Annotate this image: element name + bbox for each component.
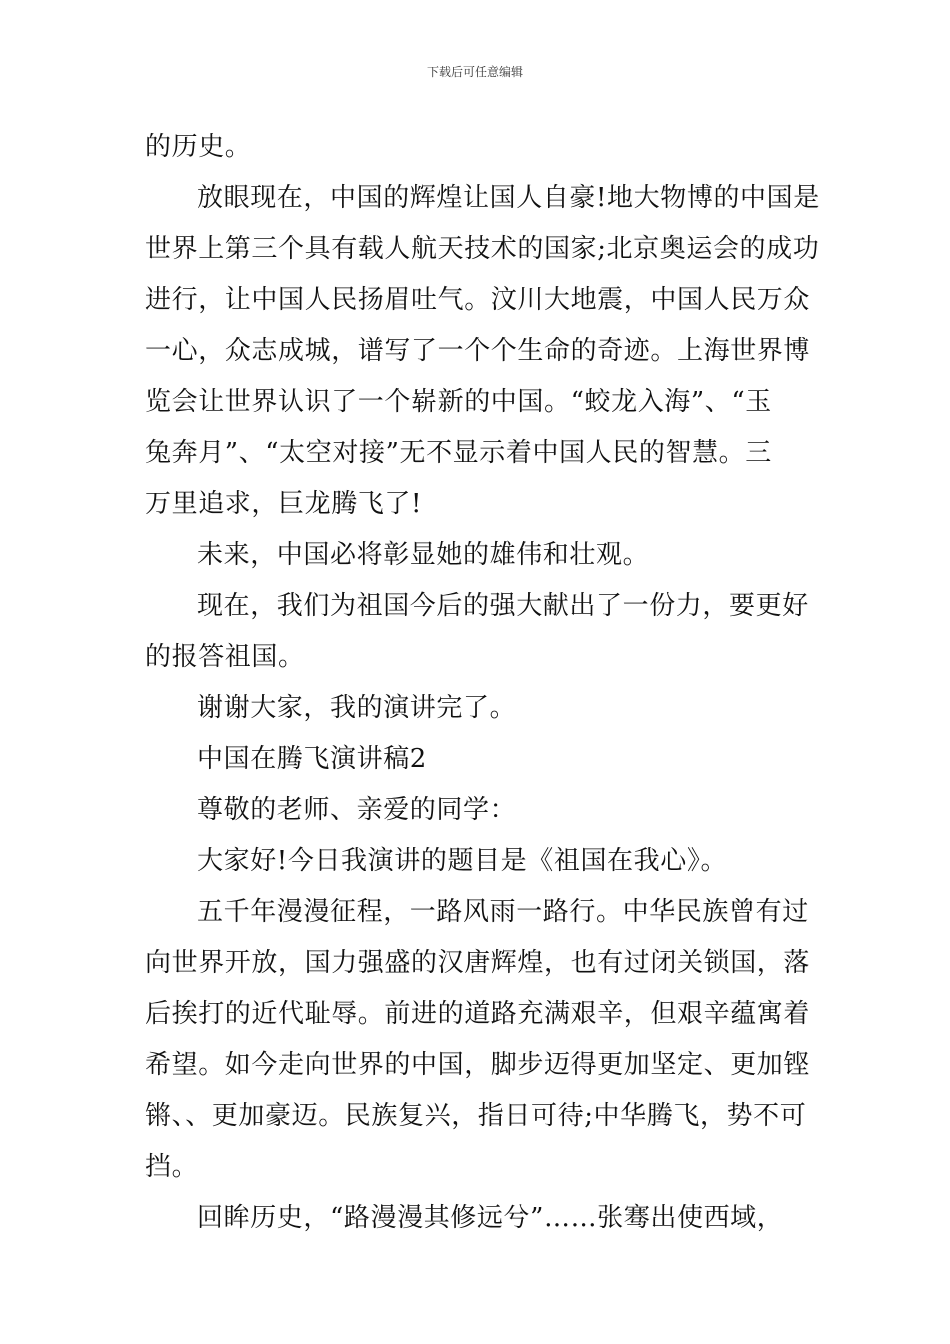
text-line: 未来，中国必将彰显她的雄伟和壮观。: [197, 540, 650, 570]
section-title: 中国在腾飞演讲稿2: [197, 744, 427, 774]
text-line: 后挨打的近代耻辱。前进的道路充满艰辛，但艰辛蕴寓着: [145, 999, 811, 1029]
text-line: 的报答祖国。: [145, 642, 305, 672]
text-line: 锵、、更加豪迈。民族复兴，指日可待;中华腾飞，势不可: [145, 1101, 807, 1131]
text-line: 兔奔月”、“太空对接”无不显示着中国人民的智慧。三: [145, 438, 772, 468]
text-line: 世界上第三个具有载人航天技术的国家;北京奥运会的成功: [145, 234, 820, 264]
page-header: 下载后可任意编辑: [426, 65, 523, 79]
salutation: 尊敬的老师、亲爱的同学：: [197, 795, 517, 825]
text-line: 向世界开放，国力强盛的汉唐辉煌，也有过闭关锁国，落: [145, 948, 811, 978]
text-line: 五千年漫漫征程，一路风雨一路行。中华民族曾有过: [197, 897, 809, 927]
text-line: 万里追求，巨龙腾飞了!: [145, 489, 423, 519]
text-line: 谢谢大家，我的演讲完了。: [197, 693, 517, 723]
text-line: 的历史。: [145, 132, 252, 162]
text-line: 回眸历史，“路漫漫其修远兮”……张骞出使西域，: [197, 1203, 784, 1233]
document-body: [145, 126, 820, 1248]
text-line: 大家好!今日我演讲的题目是《祖国在我心》。: [197, 846, 728, 876]
text-line: 览会让世界认识了一个崭新的中国。“蛟龙入海”、“玉: [145, 387, 772, 417]
text-line: 进行，让中国人民扬眉吐气。汶川大地震，中国人民万众: [145, 285, 811, 315]
text-line: 一心，众志成城，谱写了一个个生命的奇迹。上海世界博: [145, 336, 811, 366]
text-line: 希望。如今走向世界的中国，脚步迈得更加坚定、更加铿: [145, 1050, 811, 1080]
text-line: 放眼现在，中国的辉煌让国人自豪!地大物博的中国是: [197, 183, 820, 213]
text-line: 现在，我们为祖国今后的强大献出了一份力，要更好: [197, 591, 809, 621]
text-line: 挡。: [145, 1152, 199, 1182]
